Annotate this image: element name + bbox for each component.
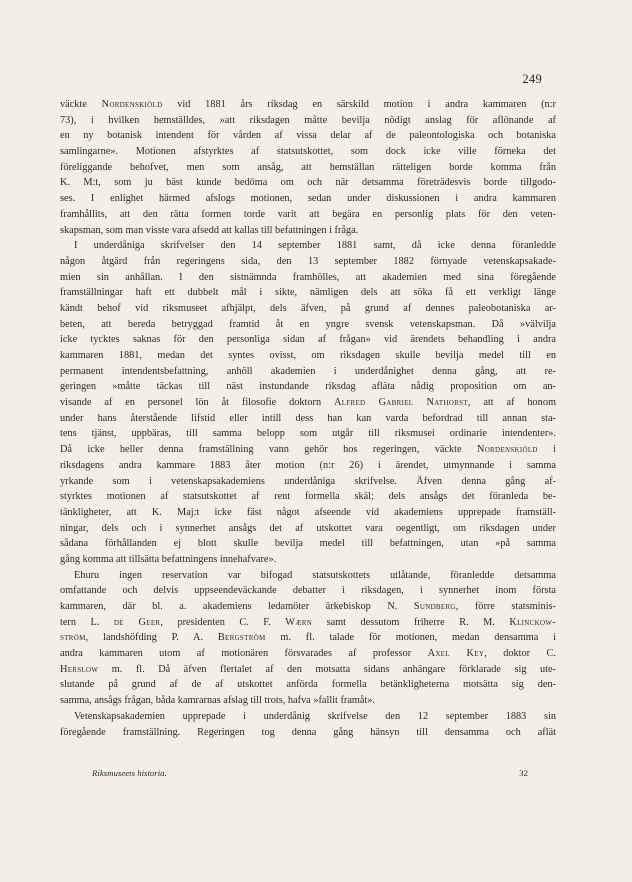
text-line: [60, 630, 556, 646]
text-segment: väckte: [60, 99, 102, 110]
text-segment: m. fl. Då äfven flertalet af den motsatta sidans anhängare förklarade sig ute-: [98, 663, 556, 675]
text-segment: samt dessutom friherre R. M.: [312, 616, 510, 628]
text-segment: i: [537, 444, 556, 456]
person-name: Herslow: [60, 663, 99, 675]
text-segment: beten, att bereda betryggad framtid åt en yngre svensk vetenskapsman. Då »välvilja: [60, 318, 556, 330]
text-line: [60, 677, 556, 693]
text-segment: permanent intendentsbefattning, anhöll akademien i underdånighet denna gång, att re-: [60, 365, 556, 377]
text-line: [60, 474, 556, 490]
text-line: [60, 191, 556, 207]
text-line: [60, 238, 556, 254]
text-line: [60, 552, 556, 568]
text-line: [60, 536, 556, 552]
text-line: [60, 458, 556, 474]
person-name: Sundberg: [413, 601, 456, 612]
person-name: Klinckow-: [509, 616, 556, 628]
text-line: [60, 160, 556, 176]
body-text: [60, 97, 556, 740]
text-line: [60, 270, 556, 286]
text-line: [60, 426, 556, 442]
text-segment: kammaren 1881, medan det syntes ovisst, om riksdagen skulle bevilja medel till en: [60, 350, 556, 361]
page-footer: [92, 768, 528, 778]
text-line: [60, 207, 556, 223]
text-segment: föregående framställning. Regeringen tog denna gång hänsyn till densamma och aflät: [60, 726, 556, 738]
text-segment: visande af en personel lön åt filosofie doktorn: [60, 397, 334, 409]
text-segment: styrktes motionen af statsutskottet af rent formella skäl; dels ansågs det föranleda be-: [60, 491, 556, 503]
person-name: Nordenskiöld: [101, 99, 163, 110]
text-segment: K. M:t, som ju bäst kunde bedöma om och när detsamma företrädesvis borde tillgodo-: [60, 177, 556, 189]
text-segment: tänkligheter, att K. Maj:t icke fäst något afseende vid akademiens upprepade framställ-: [60, 506, 556, 518]
text-segment: samma, ansågs frågan, båda kamrarnas afslag till trots, hafva »fallit framåt».: [60, 695, 376, 707]
text-segment: Då icke heller denna framställning vann gehör hos regeringen, väckte: [60, 444, 477, 456]
text-line: [60, 599, 556, 615]
text-line: [60, 223, 556, 239]
text-segment: , att af honom: [467, 397, 556, 409]
text-line: [60, 97, 556, 113]
text-line: [60, 709, 556, 725]
text-segment: sådana förhållanden ej blott skulle bevilja medel till befattningen, utan »på samma: [60, 538, 556, 550]
text-line: [60, 583, 556, 599]
person-name: Alfred Gabriel Nathorst: [333, 397, 468, 409]
text-segment: tern L.: [60, 616, 114, 628]
text-line: [60, 113, 556, 129]
text-line: [60, 144, 556, 160]
text-segment: gång komma att tillsätta befattningens innehafvare».: [60, 553, 277, 565]
text-segment: riksdagens andra kammare 1883 åter motion (n:r 26) i ärendet, utmynnande i samma: [60, 459, 556, 471]
text-segment: någon åtgärd från regeringens sida, den 13 september 1882 förnyade vetenskapsakade-: [60, 255, 556, 267]
text-segment: andra kammaren utom af motionären försvarades af professor: [60, 648, 428, 660]
text-line: [60, 175, 556, 191]
text-line: [60, 395, 556, 411]
text-line: [60, 489, 556, 505]
person-name: Bergström: [217, 632, 266, 644]
text-segment: ningar, dels och i synnerhet ansågs det af utskottet vara oegentligt, om riksdagen under: [60, 522, 556, 534]
text-line: [60, 301, 556, 317]
text-segment: icke tycktes saknas för den personliga sidan af frågan» vid ärendets behandling i andra: [60, 334, 556, 346]
text-segment: under hans återstående lifstid eller intill dess han kan varda befordrad till annan sta-: [60, 412, 556, 424]
text-segment: Vetenskapsakademien upprepade i underdånig skrifvelse den 12 september 1883 sin: [74, 710, 556, 722]
person-name: Nordenskiöld: [476, 444, 538, 456]
text-line: [60, 568, 556, 584]
text-line: [60, 254, 556, 270]
person-name: Wærn: [285, 616, 313, 628]
text-segment: , doktor C.: [484, 648, 556, 660]
text-segment: slutande på grund af de af utskottet anförda formella betänkligheterna motsätta sig den-: [60, 679, 556, 691]
text-line: [60, 662, 556, 678]
text-line: [60, 505, 556, 521]
text-line: [60, 521, 556, 537]
text-segment: I underdåniga skrifvelser den 14 september 1881 samt, då icke denna föranledde: [74, 240, 556, 252]
person-name: Axel Key: [427, 648, 485, 660]
text-segment: mien sin anhållan. I den sistnämnda framhölles, att akademien med sina föregående: [60, 271, 556, 283]
text-segment: 73), i hvilken hemställdes, »att riksdagen måtte bevilja nödigt anslag för aflönande af: [60, 114, 556, 126]
text-segment: geringen »måtte täckas till näst instundande riksdag afläta nådig proposition om an-: [60, 381, 556, 393]
text-line: [60, 725, 556, 741]
text-line: [60, 332, 556, 348]
text-segment: kammaren, där bl. a. akademiens ledamöter ärkebiskop N.: [60, 601, 414, 612]
text-line: [60, 379, 556, 395]
footer-signature-number: 32: [519, 768, 528, 778]
person-name: de Geer: [113, 616, 161, 628]
text-segment: en ny botanisk intendent för vården af vissa delar af de paleontologiska och botaniska: [60, 130, 556, 142]
text-segment: Ehuru ingen reservation var bifogad statsutskottets utlåtande, föranledde detsamma: [74, 569, 556, 581]
text-segment: yrkande som i vetenskapsakademiens underdåniga skrifvelse. Äfven denna gång af-: [60, 475, 556, 487]
text-line: [60, 364, 556, 380]
page-number: 249: [522, 72, 542, 86]
text-line: [60, 442, 556, 458]
person-name: ström: [60, 632, 86, 644]
text-segment: m. fl. talade för motionen, medan densamma i: [265, 632, 556, 644]
text-line: [60, 128, 556, 144]
text-segment: framhållits, att den rätta formen torde varit att begära en personlig plats för den veten-: [60, 208, 556, 220]
text-segment: , presidenten C. F.: [160, 616, 286, 628]
text-segment: skapsman, som man visste vara afsedd att kallas till befattningen i fråga.: [60, 224, 359, 236]
text-segment: kändt behof vid riksmuseet afhjälpt, dels äfven, på grund af dennes paleobotaniska ar-: [60, 302, 556, 314]
text-line: [60, 646, 556, 662]
footer-title: Riksmuseets historia.: [92, 768, 167, 778]
text-segment: , landshöfding P. A.: [85, 632, 218, 644]
text-segment: vid 1881 års riksdag en särskild motion i andra kammaren (n:r: [162, 99, 556, 110]
text-segment: , förre statsminis-: [455, 601, 556, 612]
text-line: [60, 615, 556, 631]
text-segment: samlingarne». Motionen afstyrktes af statsutskottet, som dock icke ville förneka det: [60, 146, 556, 158]
text-segment: föreliggande behofvet, men som ansåg, att hemställan rätteligen borde komma från: [60, 161, 556, 173]
text-line: [60, 285, 556, 301]
text-segment: framställningar haft ett dubbelt mål i sikte, nämligen dels att söka få ett verkligt länge: [60, 287, 556, 299]
text-line: [60, 317, 556, 333]
text-line: [60, 348, 556, 364]
text-line: [60, 411, 556, 427]
text-segment: tens tjänst, uppbäras, till samma belopp som utgår till riksmusei ordinarie intendenter».: [60, 428, 556, 440]
text-segment: ses. I enlighet härmed afslogs motionen, sedan under diskussionen i andra kammaren: [60, 193, 556, 205]
text-segment: omfattande och delvis uppseendeväckande debatter i riksdagen, i synnerhet inom första: [60, 585, 556, 597]
text-line: [60, 693, 556, 709]
